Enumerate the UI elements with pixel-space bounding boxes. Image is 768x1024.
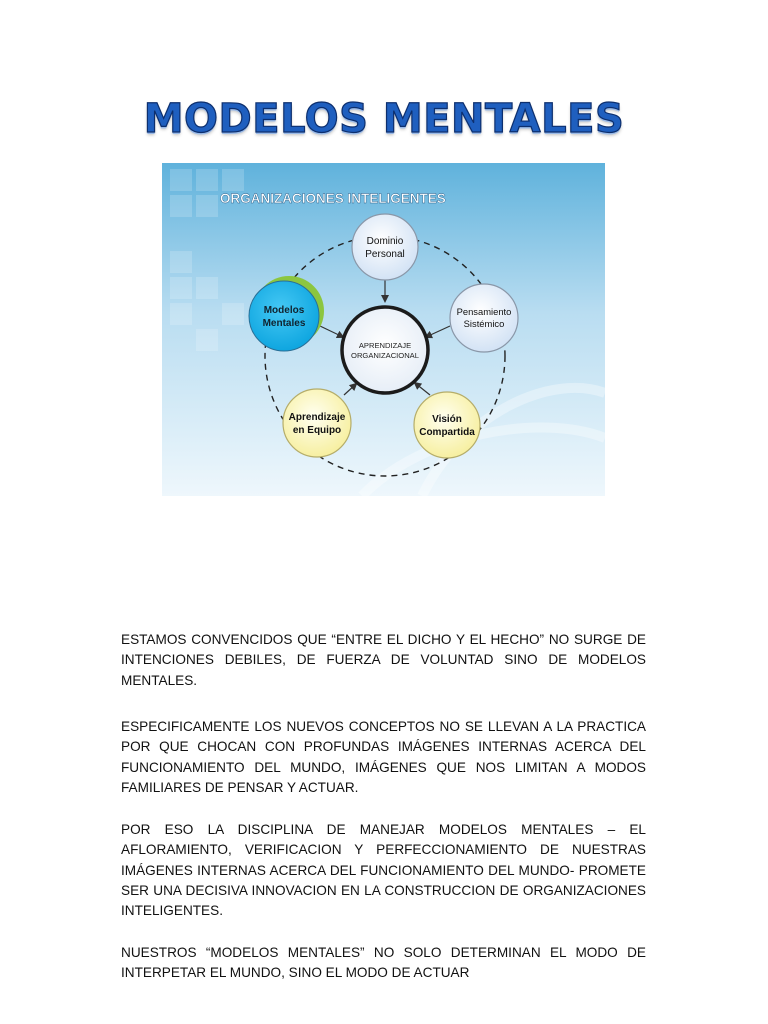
node-aprendizaje-en-equipo bbox=[283, 389, 351, 457]
diagram-svg bbox=[162, 163, 605, 496]
node-dominio-personal bbox=[352, 214, 418, 280]
node-label: Pensamiento bbox=[456, 306, 512, 317]
node-pensamiento-sistemico bbox=[450, 284, 518, 352]
node-label: Dominio bbox=[366, 236, 404, 247]
node-label: en Equipo bbox=[292, 425, 342, 436]
organizational-learning-diagram bbox=[162, 163, 605, 496]
center-label-line2: ORGANIZACIONAL bbox=[351, 351, 419, 360]
node-label: Modelos bbox=[263, 305, 305, 316]
paragraph: ESTAMOS CONVENCIDOS QUE “ENTRE EL DICHO Y EL HECHO” NO SURGE DE INTENCIONES DEBILES, DE FUERZA DE VOLUNTAD SINO DE MODELOS MENTALES. bbox=[121, 632, 646, 688]
node-label: Visión bbox=[432, 414, 462, 425]
page-title: MODELOS MENTALES bbox=[143, 96, 625, 142]
paragraph: POR ESO LA DISCIPLINA DE MANEJAR MODELOS MENTALES – EL AFLORAMIENTO, VERIFICACION Y PERFECCIONAMIENTO DE NUESTRAS IMÁGENES INTERNAS ACERCA DEL FUNCIONAMIENTO DEL MUNDO- PROMETE SER UNA DECISIVA INNOVACION EN LA CONSTRUCCION DE ORGANIZACIONES INTELIGENTES. bbox=[121, 822, 646, 919]
node-label: Sistémico bbox=[463, 318, 505, 329]
center-node bbox=[342, 307, 428, 393]
node-label: Personal bbox=[365, 249, 405, 260]
center-label-line1: APRENDIZAJE bbox=[358, 341, 412, 350]
paragraph: ESPECIFICAMENTE LOS NUEVOS CONCEPTOS NO SE LLEVAN A LA PRACTICA POR QUE CHOCAN CON PROFUNDAS IMÁGENES INTERNAS ACERCA DEL FUNCIONAMIENTO DEL MUNDO, IMÁGENES QUE NOS LIMITAN A MODOS FAMILIARES DE PENSAR Y ACTUAR. bbox=[121, 719, 646, 795]
paragraph: NUESTROS “MODELOS MENTALES” NO SOLO DETERMINAN EL MODO DE INTERPETAR EL MUNDO, SINO EL MODO DE ACTUAR bbox=[121, 945, 646, 981]
figure-header: ORGANIZACIONES INTELIGENTES bbox=[220, 191, 446, 206]
node-label: Compartida bbox=[419, 427, 475, 438]
node-label: Mentales bbox=[262, 318, 306, 329]
node-vision-compartida bbox=[414, 392, 480, 458]
node-label: Aprendizaje bbox=[288, 412, 346, 423]
